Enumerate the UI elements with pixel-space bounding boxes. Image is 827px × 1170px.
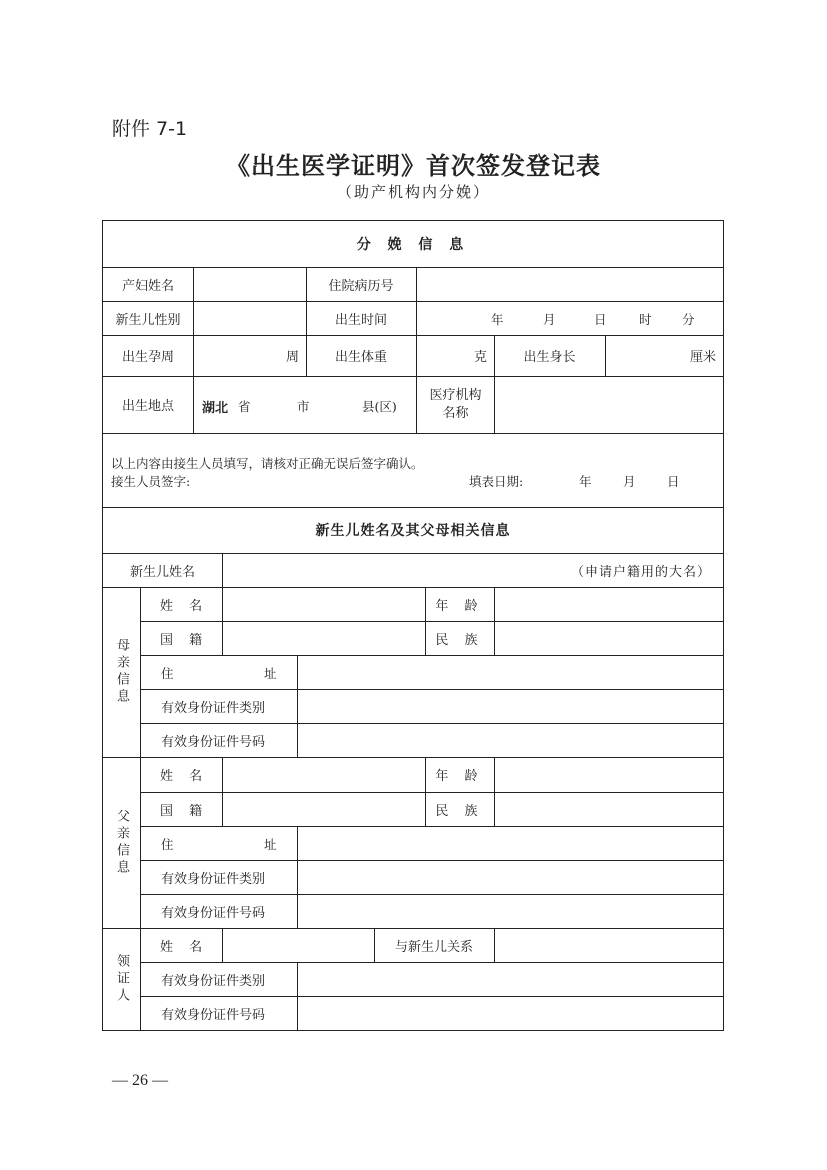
recipient-relation-label: 与新生儿关系 <box>394 939 473 955</box>
recipient-id-type-label: 有效身份证件类别 <box>161 973 266 989</box>
birth-day-unit: 日 <box>594 312 607 327</box>
father-ethnicity-input[interactable] <box>495 792 723 826</box>
midwife-signature-label: 接生人员签字: <box>111 474 191 489</box>
birth-time-field[interactable] <box>417 301 723 335</box>
birth-month-unit: 月 <box>543 312 556 327</box>
newborn-sex-label: 新生儿性别 <box>115 312 181 328</box>
father-id-type-input[interactable] <box>298 860 723 894</box>
mother-id-number-input[interactable] <box>298 723 723 757</box>
mother-age-label: 年 龄 <box>435 598 484 614</box>
mother-name-label: 产妇姓名 <box>121 278 174 294</box>
record-number-label: 住院病历号 <box>328 278 394 294</box>
father-address-label: 住 址 <box>161 837 277 852</box>
names-section-title: 新生儿姓名及其父母相关信息 <box>315 523 511 539</box>
father-ethnicity-label: 民 族 <box>435 803 484 819</box>
fill-date-year-unit: 年 <box>579 474 592 489</box>
fill-date-label: 填表日期: <box>469 474 524 489</box>
city-unit: 市 <box>297 399 310 414</box>
form-title: 《出生医学证明》首次签发登记表 <box>226 151 601 180</box>
page-number: — 26 — <box>112 1072 168 1089</box>
mother-name-input[interactable] <box>223 587 425 621</box>
newborn-name-label: 新生儿姓名 <box>129 564 195 580</box>
birth-hour-unit: 时 <box>639 312 652 327</box>
mother-nationality-input[interactable] <box>223 621 425 655</box>
newborn-name-field[interactable]: （申请户籍用的大名） <box>570 564 711 580</box>
attachment-label: 附件 7-1 <box>112 118 188 140</box>
mother-ethnicity-label: 民 族 <box>435 632 484 648</box>
father-group-label: 父亲信息 <box>114 808 129 877</box>
gestation-label: 出生孕周 <box>121 350 174 365</box>
registration-form <box>102 220 724 1031</box>
mother-id-type-input[interactable] <box>298 689 723 723</box>
birth-minute-unit: 分 <box>682 312 695 327</box>
recipient-name-label: 姓 名 <box>160 939 209 955</box>
weight-label: 出生体重 <box>334 350 387 365</box>
fill-date-day-unit: 日 <box>667 474 680 489</box>
father-id-number-label: 有效身份证件号码 <box>161 905 266 921</box>
mother-ethnicity-input[interactable] <box>495 621 723 655</box>
birth-place-label: 出生地点 <box>121 399 174 414</box>
gestation-field[interactable]: 周 <box>285 350 299 365</box>
father-nationality-input[interactable] <box>223 792 425 826</box>
form-subtitle: （助产机构内分娩） <box>336 183 490 201</box>
recipient-name-input[interactable] <box>223 928 374 962</box>
county-unit: 县(区) <box>362 399 397 414</box>
institution-field[interactable] <box>495 376 723 433</box>
confirm-note: 以上内容由接生人员填写，请核对正确无误后签字确认。 <box>111 456 424 471</box>
birth-place-field[interactable] <box>194 376 416 433</box>
fill-date-month-unit: 月 <box>623 474 636 489</box>
record-number-field[interactable] <box>417 267 723 301</box>
newborn-sex-field[interactable] <box>194 301 306 335</box>
birth-year-unit: 年 <box>491 312 504 327</box>
province-value: 湖北 <box>202 401 229 416</box>
mother-id-number-label: 有效身份证件号码 <box>161 734 266 750</box>
institution-label: 医疗机构名称 <box>429 387 482 421</box>
father-name-input[interactable] <box>223 757 425 792</box>
father-nationality-label: 国 籍 <box>160 803 209 819</box>
father-id-type-label: 有效身份证件类别 <box>161 871 266 887</box>
mother-nationality-label: 国 籍 <box>160 632 209 648</box>
delivery-section-title: 分 娩 信 息 <box>356 237 470 253</box>
mother-group-label: 母亲信息 <box>114 638 129 706</box>
mother-id-type-label: 有效身份证件类别 <box>161 700 266 716</box>
father-age-label: 年 龄 <box>435 769 484 784</box>
recipient-relation-input[interactable] <box>495 928 723 962</box>
province-unit: 省 <box>238 399 251 414</box>
mother-address-input[interactable] <box>298 655 723 689</box>
mother-name-label-2: 姓 名 <box>160 598 209 614</box>
recipient-id-type-input[interactable] <box>298 962 723 996</box>
mother-name-field[interactable] <box>194 267 306 301</box>
weight-field[interactable]: 克 <box>473 350 487 365</box>
recipient-id-number-label: 有效身份证件号码 <box>161 1007 266 1023</box>
recipient-group-label: 领证人 <box>114 953 129 1005</box>
length-label: 出生身长 <box>523 350 576 365</box>
birth-time-label: 出生时间 <box>334 312 387 328</box>
mother-age-input[interactable] <box>495 587 723 621</box>
mother-address-label: 住 址 <box>161 666 277 681</box>
recipient-id-number-input[interactable] <box>298 996 723 1030</box>
father-name-label: 姓 名 <box>160 769 209 784</box>
midwife-signature-field[interactable] <box>208 469 448 489</box>
father-address-input[interactable] <box>298 826 723 860</box>
length-field[interactable]: 厘米 <box>689 350 716 365</box>
father-id-number-input[interactable] <box>298 894 723 928</box>
father-age-input[interactable] <box>495 757 723 792</box>
